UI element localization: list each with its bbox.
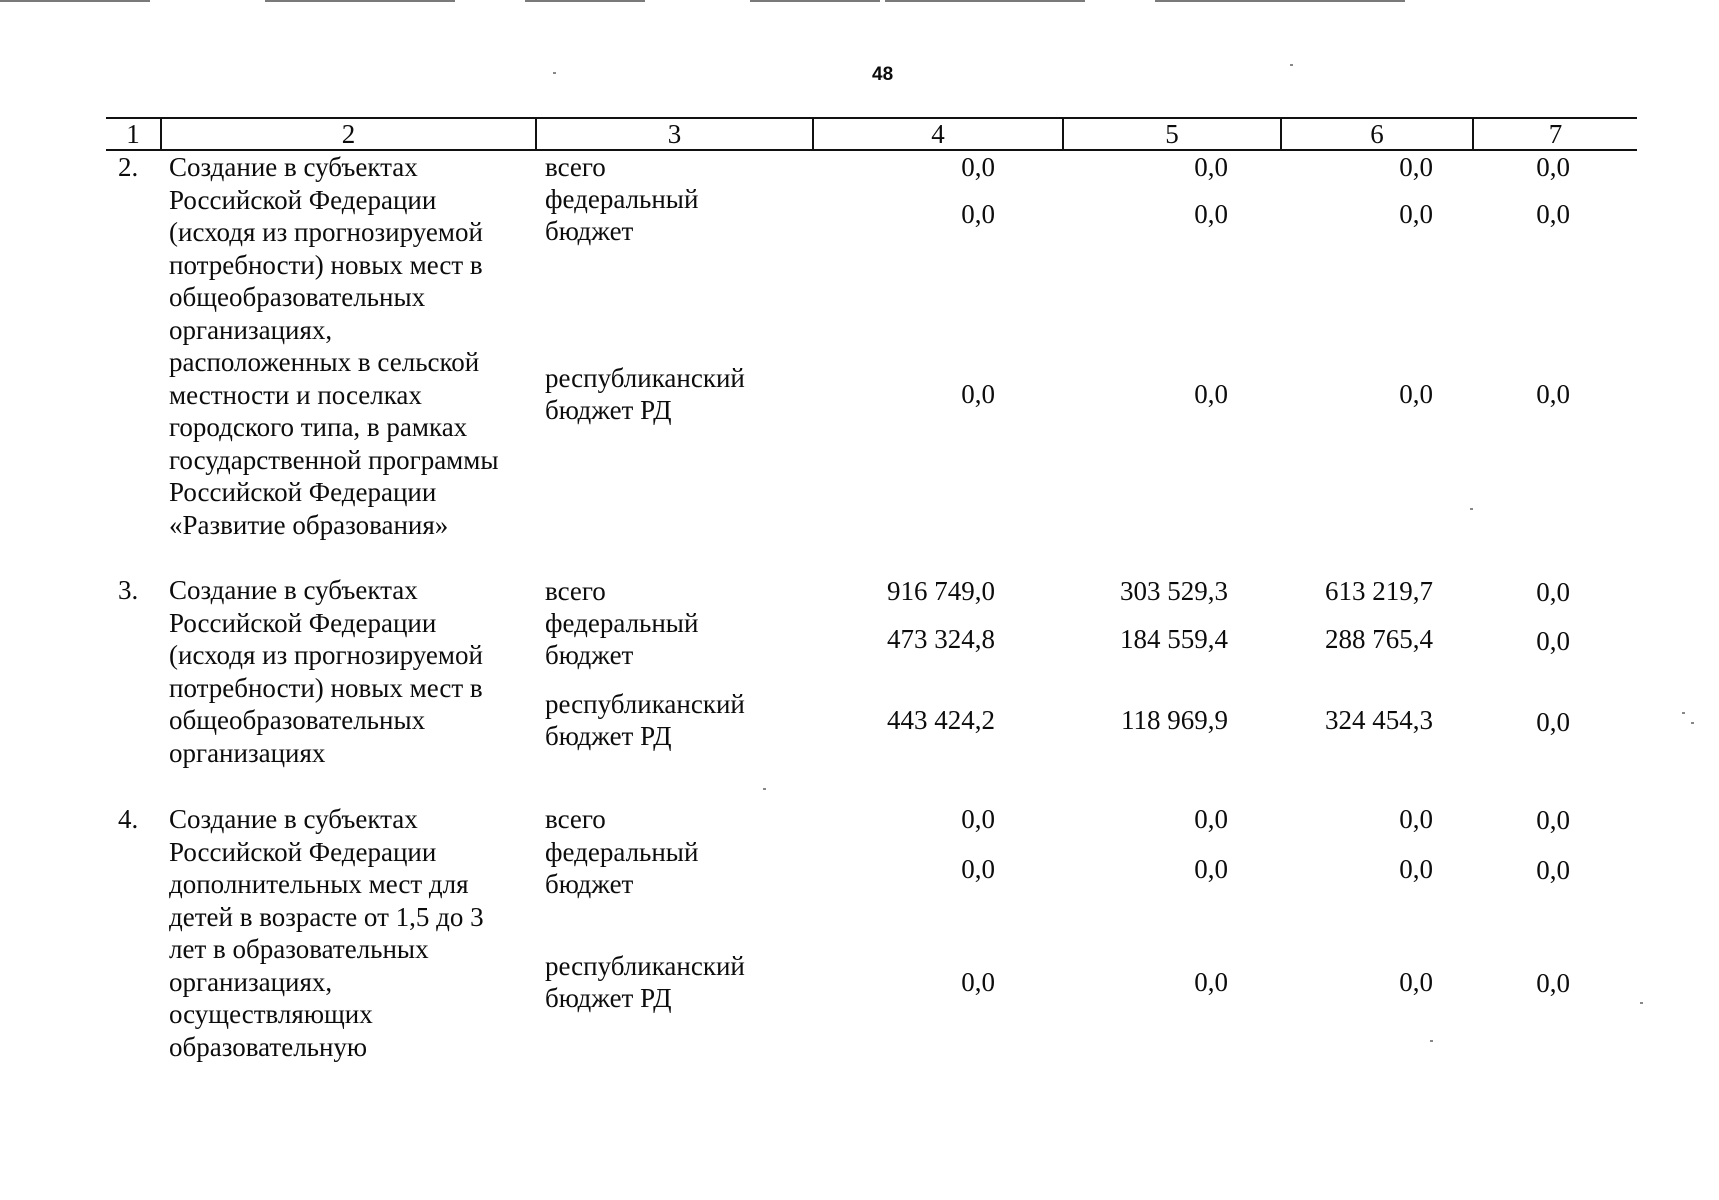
value-cell: 0,0 <box>1536 379 1570 409</box>
value-cell: 443 424,2 <box>887 705 995 735</box>
value-cell: 0,0 <box>1536 577 1570 607</box>
description-line: городского типа, в рамках <box>169 412 468 442</box>
description-line: государственной программы <box>169 444 499 475</box>
value-cell: 324 454,3 <box>1325 705 1433 735</box>
description-line: расположенных в сельской <box>169 347 480 377</box>
description-line: образовательную <box>169 1031 368 1062</box>
source-label: бюджет <box>545 869 634 899</box>
scan-edge <box>525 0 645 2</box>
description-line: осуществляющих <box>169 999 373 1029</box>
value-cell: 0,0 <box>1399 804 1433 834</box>
value-cell: 0,0 <box>1194 967 1228 997</box>
row-number: 2. <box>118 152 139 182</box>
source-label: республиканский <box>545 689 745 719</box>
table-header <box>106 117 1637 151</box>
description-line: Создание в субъектах <box>169 575 418 605</box>
description-line: организациях, <box>169 966 333 997</box>
value-cell: 0,0 <box>1399 854 1433 884</box>
value-cell: 0,0 <box>1536 199 1570 229</box>
value-cell: 0,0 <box>961 199 995 229</box>
header-cell: 6 <box>1280 119 1472 149</box>
description-line: общеобразовательных <box>169 282 426 312</box>
value-cell: 0,0 <box>1399 199 1433 229</box>
row-description <box>169 803 539 1063</box>
row-description <box>169 151 539 541</box>
header-cell: 4 <box>812 119 1062 149</box>
scan-speck <box>1470 508 1473 510</box>
description-line: Создание в субъектах <box>169 804 418 834</box>
header-cell: 2 <box>160 119 535 149</box>
scan-speck <box>1691 722 1694 724</box>
value-cell: 0,0 <box>1536 152 1570 182</box>
page-number: 48 <box>872 64 894 85</box>
value-cell: 0,0 <box>1399 152 1433 182</box>
value-cell: 0,0 <box>1536 626 1570 656</box>
row-description <box>169 574 539 769</box>
source-label: бюджет РД <box>545 721 672 751</box>
source-label: бюджет <box>545 216 634 246</box>
description-line: организациях <box>169 737 326 768</box>
source-label: республиканский <box>545 951 745 981</box>
scan-speck <box>763 788 766 790</box>
value-cell: 184 559,4 <box>1120 624 1228 654</box>
description-line: Российской Федерации <box>169 607 437 638</box>
value-cell: 118 969,9 <box>1121 705 1228 735</box>
description-line: потребности) новых мест в <box>169 672 483 703</box>
description-line: дополнительных мест для <box>169 869 469 899</box>
value-cell: 0,0 <box>1536 707 1570 737</box>
source-label: республиканский <box>545 363 745 393</box>
description-line: лет в образовательных <box>169 934 429 964</box>
value-cell: 0,0 <box>961 854 995 884</box>
value-cell: 0,0 <box>1536 968 1570 998</box>
description-line: Российской Федерации <box>169 477 437 507</box>
value-cell: 0,0 <box>1399 967 1433 997</box>
description-line: (исходя из прогнозируемой <box>169 217 483 247</box>
row-number: 4. <box>118 804 139 834</box>
value-cell: 0,0 <box>1194 152 1228 182</box>
header-cell: 1 <box>126 119 140 149</box>
value-cell: 0,0 <box>961 152 995 182</box>
row-number: 3. <box>118 575 139 605</box>
source-label: федеральный <box>545 184 699 214</box>
description-line: «Развитие образования» <box>169 509 449 540</box>
source-label: бюджет <box>545 640 634 670</box>
source-label: бюджет РД <box>545 983 672 1013</box>
scan-edge <box>1155 0 1405 2</box>
description-line: детей в возрасте от 1,5 до 3 <box>169 901 484 932</box>
value-cell: 916 749,0 <box>887 576 995 606</box>
source-label: всего <box>545 804 606 834</box>
scan-edge <box>265 0 455 2</box>
scan-speck <box>1640 1002 1643 1004</box>
description-line: организациях, <box>169 314 333 345</box>
scan-speck <box>553 72 556 74</box>
description-line: Российской Федерации <box>169 836 437 867</box>
header-cell: 3 <box>535 119 812 149</box>
scan-edge <box>885 0 1085 2</box>
source-label: федеральный <box>545 608 699 638</box>
description-line: общеобразовательных <box>169 705 426 735</box>
description-line: Российской Федерации <box>169 184 437 215</box>
source-label: бюджет РД <box>545 395 672 425</box>
value-cell: 0,0 <box>961 379 995 409</box>
value-cell: 0,0 <box>961 967 995 997</box>
value-cell: 0,0 <box>1194 804 1228 834</box>
description-line: Создание в субъектах <box>169 152 418 182</box>
scan-speck <box>1682 712 1685 714</box>
scan-speck <box>1290 64 1293 66</box>
scan-speck <box>1430 1040 1433 1042</box>
value-cell: 303 529,3 <box>1120 576 1228 606</box>
value-cell: 613 219,7 <box>1325 576 1433 606</box>
source-label: всего <box>545 152 606 182</box>
scan-edge <box>0 0 150 2</box>
description-line: (исходя из прогнозируемой <box>169 640 483 670</box>
source-label: федеральный <box>545 837 699 867</box>
value-cell: 288 765,4 <box>1325 624 1433 654</box>
header-cell: 5 <box>1062 119 1280 149</box>
description-line: местности и поселках <box>169 379 422 410</box>
value-cell: 0,0 <box>1399 379 1433 409</box>
value-cell: 0,0 <box>1536 855 1570 885</box>
value-cell: 0,0 <box>1536 805 1570 835</box>
value-cell: 473 324,8 <box>887 624 995 654</box>
value-cell: 0,0 <box>1194 379 1228 409</box>
description-line: потребности) новых мест в <box>169 249 483 280</box>
header-cell: 7 <box>1472 119 1637 149</box>
value-cell: 0,0 <box>961 804 995 834</box>
source-label: всего <box>545 576 606 606</box>
value-cell: 0,0 <box>1194 199 1228 229</box>
scan-edge <box>750 0 880 2</box>
value-cell: 0,0 <box>1194 854 1228 884</box>
